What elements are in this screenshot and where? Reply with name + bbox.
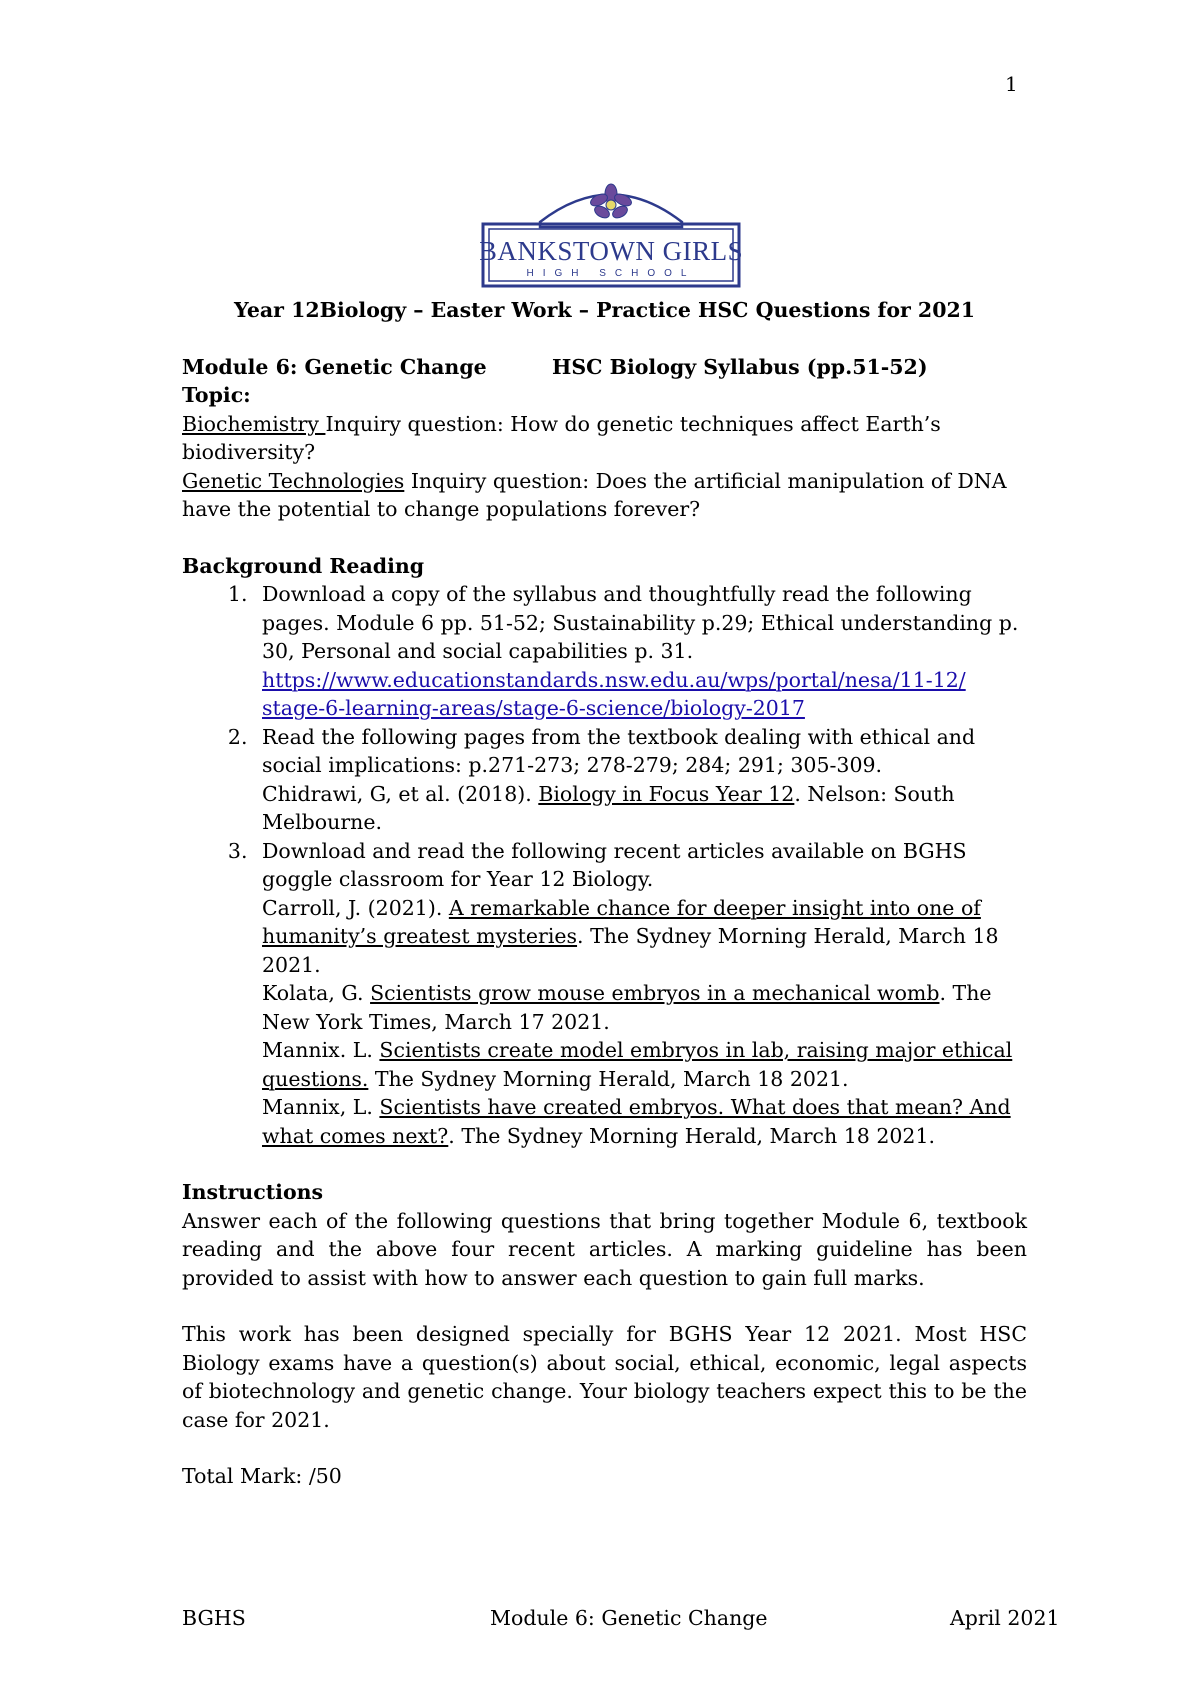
item-text: Download and read the following recent articles available on BGHS goggle classroom for Year 12 Biology. bbox=[262, 838, 967, 891]
list-item bbox=[254, 837, 1027, 1151]
article-title: A remarkable chance for deeper insight into one of humanity’s greatest mysteries bbox=[262, 895, 981, 948]
inquiry-text: Inquiry question: How do genetic techniques affect Earth’s biodiversity? bbox=[182, 411, 941, 464]
article-source: . The Sydney Morning Herald, March 18 2021. bbox=[448, 1123, 936, 1148]
item-text: Download a copy of the syllabus and thoughtfully read the following pages. Module 6 pp. 51-52; Sustainability p.29; Ethical understanding p. 30, Personal and social capabilities p. 31. bbox=[262, 582, 1019, 663]
school-logo bbox=[480, 172, 742, 290]
total-mark: Total Mark: /50 bbox=[182, 1464, 342, 1488]
article-source: . The Sydney Morning Herald, March 18 2021. bbox=[262, 924, 999, 977]
article-title: Scientists grow mouse embryos in a mechanical womb bbox=[370, 981, 940, 1005]
topic-label: Topic: bbox=[182, 383, 251, 407]
background-list bbox=[182, 580, 1027, 1150]
instructions-paragraph: Answer each of the following questions that bring together Module 6, textbook reading and the above four recent articles. A marking guideline has been provided to assist with how to answer each question to gain full marks. bbox=[182, 1208, 1027, 1290]
module-line bbox=[182, 353, 1027, 382]
exam-note-paragraph: This work has been designed specially for BGHS Year 12 2021. Most HSC Biology exams have a question(s) about social, ethical, economic, legal aspects of biotechnology and genetic change. Your biology teachers expect this to be the case for 2021. bbox=[182, 1322, 1027, 1432]
inquiry-text: Inquiry question: Does the artificial manipulation of DNA have the potential to change populations forever? bbox=[182, 468, 1007, 521]
citation-publisher: . Nelson: South Melbourne. bbox=[262, 781, 955, 834]
inquiry-subject: Genetic Technologies bbox=[182, 468, 405, 493]
syllabus-link[interactable]: https://www.educationstandards.nsw.edu.au/wps/portal/nesa/11-12/ bbox=[262, 667, 966, 692]
article-title: Scientists create model embryos in lab, raising major ethical questions. bbox=[262, 1038, 1013, 1091]
list-item bbox=[254, 723, 1027, 837]
inquiry-biochemistry bbox=[182, 410, 1027, 467]
module-name: Module 6: Genetic Change bbox=[182, 354, 487, 379]
footer-right: April 2021 bbox=[950, 1606, 1060, 1630]
item-text: Read the following pages from the textbook dealing with ethical and social implications: p.271-273; 278-279; 284; 291; 305-309. bbox=[262, 724, 976, 777]
inquiry-subject: Biochemistry bbox=[182, 411, 326, 436]
article-title: Scientists have created embryos. What does that mean? And what comes next? bbox=[262, 1095, 1011, 1148]
document-title: Year 12Biology – Easter Work – Practice HSC Questions for 2021 bbox=[234, 298, 975, 322]
logo-subtext: HIGH SCHOOL bbox=[526, 268, 696, 279]
logo-text: BANKSTOWN GIRLS bbox=[480, 236, 742, 266]
list-item bbox=[254, 580, 1027, 723]
inquiry-genetic-technologies bbox=[182, 467, 1027, 524]
syllabus-link-continued[interactable]: stage-6-learning-areas/stage-6-science/biology-2017 bbox=[262, 696, 805, 720]
footer-center: Module 6: Genetic Change bbox=[490, 1606, 768, 1630]
article-author: Mannix. L. bbox=[262, 1038, 380, 1062]
syllabus-ref: HSC Biology Syllabus (pp.51-52) bbox=[552, 354, 928, 379]
page-number: 1 bbox=[1005, 72, 1018, 96]
article-author: Carroll, J. (2021). bbox=[262, 895, 449, 920]
article-source: The Sydney Morning Herald, March 18 2021. bbox=[368, 1066, 849, 1091]
article-source: . The New York Times, March 17 2021. bbox=[262, 981, 992, 1034]
background-heading: Background Reading bbox=[182, 553, 425, 578]
instructions-heading: Instructions bbox=[182, 1180, 324, 1204]
document-body bbox=[182, 296, 1027, 1491]
article-author: Mannix, L. bbox=[262, 1095, 380, 1119]
citation-author: Chidrawi, G, et al. (2018). bbox=[262, 781, 539, 806]
citation-title: Biology in Focus Year 12 bbox=[538, 781, 795, 806]
article-author: Kolata, G. bbox=[262, 981, 371, 1005]
footer-left: BGHS bbox=[182, 1606, 246, 1630]
